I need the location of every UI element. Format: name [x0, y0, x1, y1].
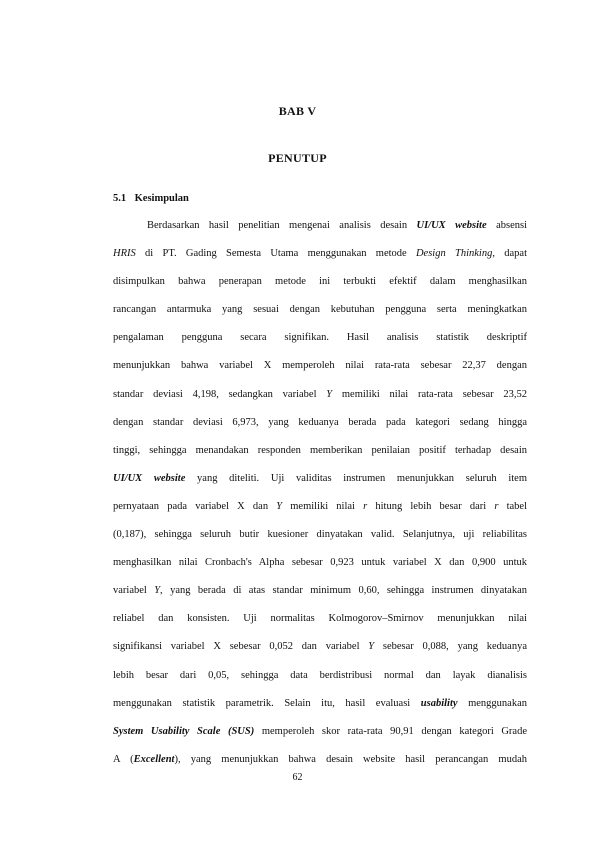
text-segment: pengalaman pengguna secara signifikan. Hasil analisis statistik deskriptif	[113, 332, 527, 344]
text-segment: (0,187), sehingga seluruh butir kuesioner dinyatakan valid. Selanjutnya, uji reliabilitas	[113, 529, 527, 541]
text-segment: r	[363, 500, 368, 512]
text-segment: dengan standar deviasi 6,973, yang keduanya berada pada kategori sedang hingga	[113, 416, 527, 428]
text-line	[113, 416, 527, 444]
text-segment: memiliki nilai	[282, 500, 364, 512]
text-line	[113, 500, 527, 528]
text-segment: rancangan antarmuka yang sesuai dengan kebutuhan pengguna serta meningkatkan	[113, 304, 527, 316]
text-line	[113, 640, 527, 668]
text-line	[113, 331, 527, 359]
text-segment: pernyataan pada variabel X dan	[113, 500, 277, 512]
text-line	[113, 303, 527, 331]
text-segment: Excellent	[133, 753, 175, 765]
text-segment: tinggi, sehingga menandakan responden memberikan penilaian positif terhadap desain	[113, 444, 527, 456]
text-segment: UI/UX website	[113, 472, 186, 484]
text-segment: Y	[326, 388, 333, 400]
text-segment: menghasilkan nilai Cronbach's Alpha sebesar 0,923 untuk variabel X dan 0,900 untuk	[113, 557, 527, 569]
text-segment: Berdasarkan hasil penelitian mengenai analisis desain	[147, 220, 417, 231]
section-number: 5.1	[113, 193, 127, 204]
text-line	[113, 359, 527, 387]
text-line	[113, 697, 527, 725]
text-line	[113, 247, 527, 275]
text-segment: memiliki nilai rata-rata sebesar 23,52	[332, 388, 527, 400]
text-line	[113, 725, 527, 753]
section-heading	[113, 193, 189, 204]
text-segment: , yang berada di atas standar minimum 0,60, sehingga instrumen dinyatakan	[160, 585, 527, 597]
chapter-number: BAB V	[278, 104, 317, 118]
text-segment: variabel	[113, 585, 155, 597]
text-line	[113, 584, 527, 612]
text-segment: System Usability Scale (SUS)	[113, 725, 255, 737]
text-segment: UI/UX website	[416, 220, 487, 231]
text-line	[113, 275, 527, 303]
text-segment: Y	[154, 585, 161, 597]
text-segment: menggunakan	[457, 697, 528, 709]
text-line	[113, 556, 527, 584]
text-segment: r	[494, 500, 499, 512]
text-line	[113, 669, 527, 697]
text-segment: absensi	[486, 220, 527, 231]
text-line	[113, 472, 527, 500]
text-segment: , dapat	[492, 248, 527, 260]
text-line	[113, 219, 527, 247]
text-segment: reliabel dan konsisten. Uji normalitas Kolmogorov–Smirnov menunjukkan nilai	[113, 613, 527, 625]
text-segment: usability	[420, 697, 458, 709]
text-line	[113, 528, 527, 556]
text-segment: sebesar 0,088, yang keduanya	[374, 641, 527, 653]
text-segment: yang diteliti. Uji validitas instrumen menunjukkan seluruh item	[185, 472, 527, 484]
page-number: 62	[292, 772, 303, 783]
text-segment: Y	[368, 641, 375, 653]
text-segment: hitung lebih besar dari	[367, 500, 495, 512]
chapter-title: PENUTUP	[268, 151, 327, 165]
text-segment: menggunakan statistik parametrik. Selain itu, hasil evaluasi	[113, 697, 421, 709]
text-segment: Design Thinking	[415, 248, 493, 260]
text-segment: menunjukkan bahwa variabel X memperoleh nilai rata-rata sebesar 22,37 dengan	[113, 360, 527, 372]
text-line	[113, 612, 527, 640]
text-segment: tabel	[498, 500, 528, 512]
section-title: Kesimpulan	[134, 193, 189, 204]
body-text	[113, 219, 527, 781]
text-line	[113, 444, 527, 472]
text-segment: ), yang menunjukkan bahwa desain website hasil perancangan mudah	[174, 753, 527, 765]
text-segment: signifikansi variabel X sebesar 0,052 dan variabel	[113, 641, 369, 653]
text-segment: Y	[276, 500, 283, 512]
text-segment: memperoleh skor rata-rata 90,91 dengan kategori Grade	[254, 725, 527, 737]
text-segment: di PT. Gading Semesta Utama menggunakan metode	[135, 248, 416, 260]
text-segment: lebih besar dari 0,05, sehingga data berdistribusi normal dan layak dianalisis	[113, 669, 527, 681]
text-segment: A (	[113, 753, 134, 765]
text-segment: disimpulkan bahwa penerapan metode ini terbukti efektif dalam menghasilkan	[113, 276, 527, 288]
text-segment: standar deviasi 4,198, sedangkan variabel	[113, 388, 327, 400]
text-segment: HRIS	[113, 248, 136, 260]
text-line	[113, 388, 527, 416]
